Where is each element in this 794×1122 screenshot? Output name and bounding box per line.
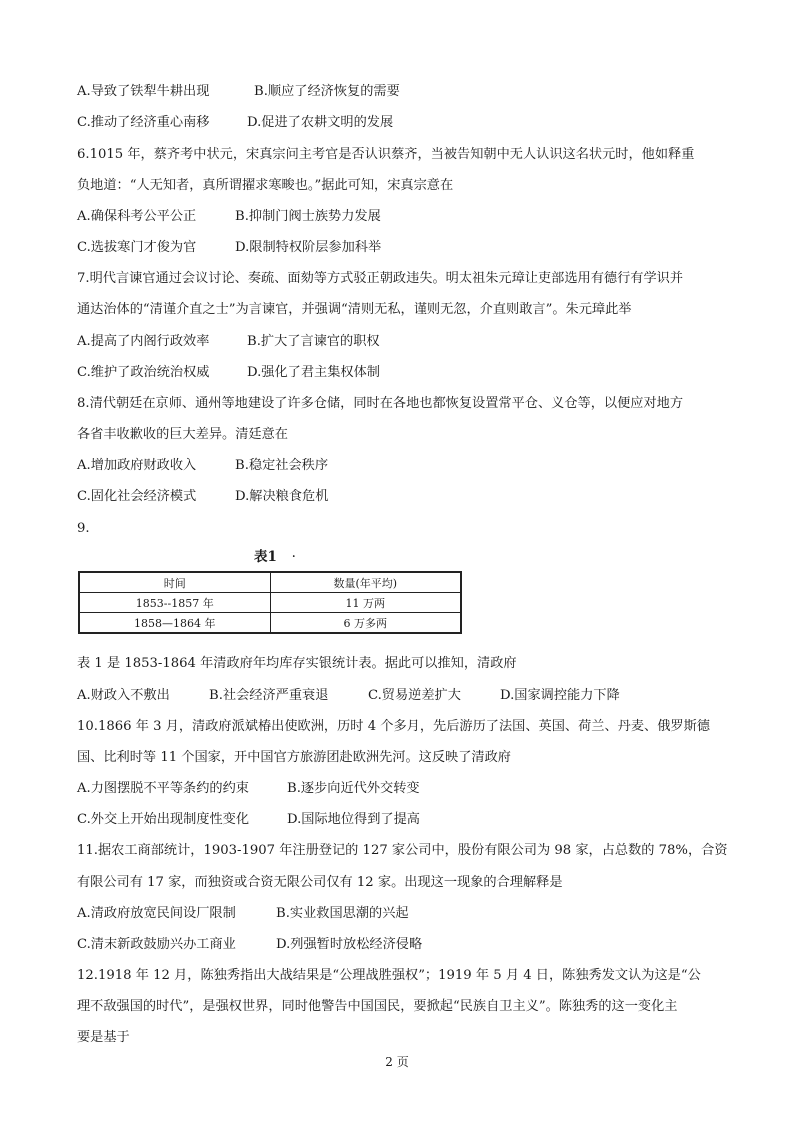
q9-option-a[interactable]: A.财政入不敷出 (77, 688, 170, 703)
q6-option-c[interactable]: C.选拔寒门才俊为官 (77, 240, 197, 255)
q7-option-c[interactable]: C.维护了政治统治权威 (77, 365, 210, 380)
q7-stem-line-2: 通达治体的“清谨介直之士”为言谏官，并强调“清则无私，谨则无忽，介直则敢言”。朱元璋此举 (77, 302, 632, 317)
q7-option-d[interactable]: D.强化了君主集权体制 (247, 365, 380, 380)
q10-option-d[interactable]: D.国际地位得到了提高 (287, 812, 420, 827)
table-cell: 1858—1864 年 (79, 613, 270, 634)
q11-stem-line-1: 11.据农工商部统计，1903-1907 年注册登记的 127 家公司中，股份有限公司为 98 家，占总数的 78%，合资 (77, 843, 728, 858)
q11-option-a[interactable]: A.清政府放宽民间设厂限制 (77, 906, 236, 921)
q8-options-row-1 (77, 456, 328, 476)
q9-silver-table (78, 571, 462, 634)
table-row (79, 613, 461, 634)
table-cell: 1853--1857 年 (79, 593, 270, 613)
table-cell: 6 万多两 (270, 613, 461, 634)
q5-option-c[interactable]: C.推动了经济重心南移 (77, 115, 210, 130)
q12-stem-line-3: 要是基于 (77, 1030, 130, 1045)
q5-option-a[interactable]: A.导致了铁犁牛耕出现 (77, 84, 210, 99)
q9-option-c[interactable]: C.贸易逆差扩大 (368, 688, 461, 703)
q5-options-row-2 (77, 113, 393, 133)
q9-option-b[interactable]: B.社会经济严重衰退 (209, 688, 329, 703)
table-header-row (79, 572, 461, 593)
q7-options-row-2 (77, 363, 380, 383)
q12-stem-line-1: 12.1918 年 12 月，陈独秀指出大战结果是“公理战胜强权”；1919 年 5 月 4 日，陈独秀发文认为这是“公 (77, 968, 701, 983)
q11-option-d[interactable]: D.列强暂时放松经济侵略 (276, 937, 423, 952)
q11-option-c[interactable]: C.清末新政鼓励兴办工商业 (77, 937, 236, 952)
q10-stem-line-2: 国、比利时等 11 个国家，开中国官方旅游团赴欧洲先河。这反映了清政府 (77, 750, 511, 765)
q8-option-a[interactable]: A.增加政府财政收入 (77, 458, 197, 473)
q9-table-mark: · (291, 549, 296, 565)
q8-option-d[interactable]: D.解决粮食危机 (235, 489, 329, 504)
q9-number: 9. (77, 521, 90, 536)
q8-options-row-2 (77, 487, 328, 507)
q7-option-b[interactable]: B.扩大了言谏官的职权 (247, 334, 380, 349)
q8-stem-line-1: 8.清代朝廷在京师、通州等地建设了许多仓储，同时在各地也都恢复设置常平仓、义仓等，以便应对地方 (77, 396, 684, 411)
q5-option-d[interactable]: D.促进了农耕文明的发展 (247, 115, 394, 130)
table-header-time: 时间 (79, 572, 270, 593)
table-row (79, 593, 461, 613)
q8-option-b[interactable]: B.稳定社会秩序 (235, 458, 329, 473)
q8-stem-line-2: 各省丰收歉收的巨大差异。清廷意在 (77, 427, 288, 442)
q10-option-b[interactable]: B.逐步向近代外交转变 (287, 781, 420, 796)
q9-table-title (254, 545, 296, 565)
q12-stem-line-2: 理不敌强国的时代”，是强权世界，同时他警告中国国民，要掀起“民族自卫主义”。陈独秀的这一变化主 (77, 999, 678, 1014)
q7-stem-line-1: 7.明代言谏官通过会议讨论、奏疏、面劾等方式驳正朝政违失。明太祖朱元璋让吏部选用有德行有学识并 (77, 271, 684, 286)
q11-stem-line-2: 有限公司有 17 家，而独资或合资无限公司仅有 12 家。出现这一现象的合理解释是 (77, 875, 563, 890)
q10-option-a[interactable]: A.力图摆脱不平等条约的约束 (77, 781, 249, 796)
q11-options-row-1 (77, 904, 409, 924)
q6-option-a[interactable]: A.确保科考公平公正 (77, 209, 197, 224)
q9-table-title-text: 表1 (254, 549, 277, 565)
q10-options-row-2 (77, 810, 420, 830)
table-cell: 11 万两 (270, 593, 461, 613)
q9-option-d[interactable]: D.国家调控能力下降 (500, 688, 620, 703)
q7-option-a[interactable]: A.提高了内阁行政效率 (77, 334, 210, 349)
q10-option-c[interactable]: C.外交上开始出现制度性变化 (77, 812, 250, 827)
q6-options-row-2 (77, 238, 381, 258)
q6-option-d[interactable]: D.限制特权阶层参加科举 (235, 240, 382, 255)
q10-stem-line-1: 10.1866 年 3 月，清政府派斌椿出使欧洲，历时 4 个多月，先后游历了法国、英国、荷兰、丹麦、俄罗斯德 (77, 719, 710, 734)
q11-option-b[interactable]: B.实业救国思潮的兴起 (276, 906, 409, 921)
q10-options-row-1 (77, 779, 420, 799)
q8-option-c[interactable]: C.固化社会经济模式 (77, 489, 197, 504)
q5-options-row-1 (77, 82, 400, 102)
page-number: 2 页 (385, 1055, 409, 1069)
q5-option-b[interactable]: B.顺应了经济恢复的需要 (254, 84, 400, 99)
table-header-amount: 数量(年平均) (270, 572, 461, 593)
q6-stem-line-1: 6.1015 年，蔡齐考中状元，宋真宗问主考官是否认识蔡齐，当被告知朝中无人认识这名状元时，他如释重 (77, 147, 695, 162)
q9-stem: 表 1 是 1853-1864 年清政府年均库存实银统计表。据此可以推知，清政府 (77, 656, 517, 671)
q11-options-row-2 (77, 935, 422, 955)
q6-option-b[interactable]: B.抑制门阀士族势力发展 (235, 209, 381, 224)
q9-options-row (77, 686, 620, 706)
q6-options-row-1 (77, 207, 381, 227)
q6-stem-line-2: 负地道：“人无知者，真所谓擢求寒畯也。”据此可知，宋真宗意在 (77, 178, 454, 193)
q7-options-row-1 (77, 332, 380, 352)
